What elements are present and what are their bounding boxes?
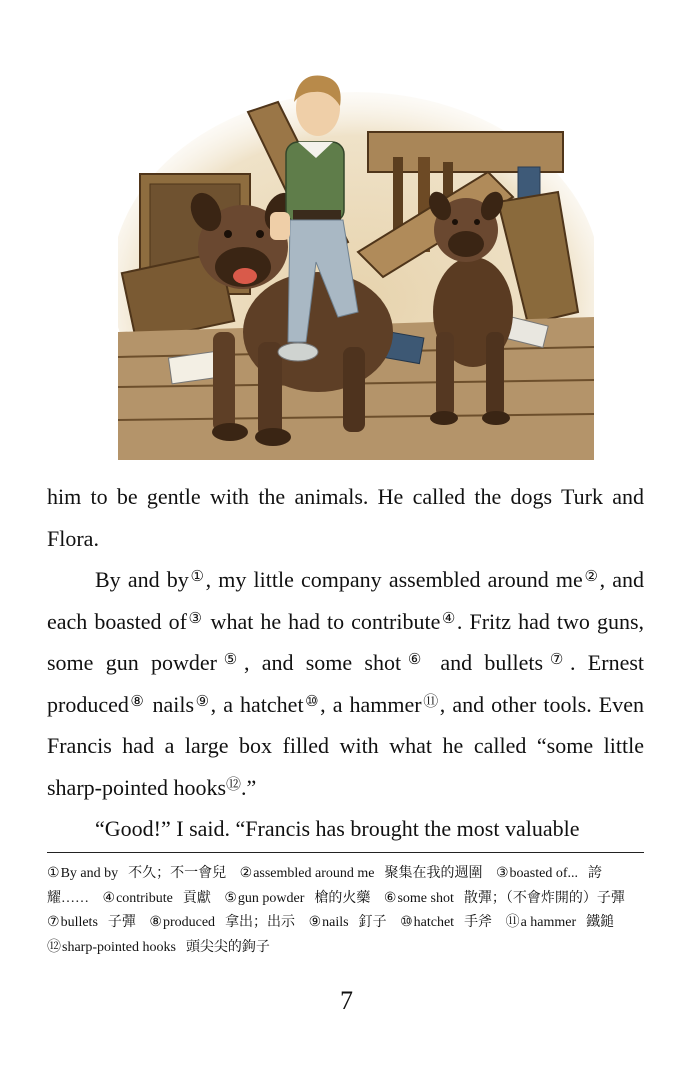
footnote-term: bullets [60, 915, 98, 930]
footnote-meaning: 頭尖尖的鉤子 [185, 939, 270, 955]
gloss-reference-mark: ⑥ [401, 652, 429, 668]
footnote-number: ③ [495, 866, 509, 881]
footnote-meaning: 散彈；（不會炸開的）子彈 [463, 890, 625, 906]
text-run: and bullets [428, 650, 544, 675]
text-run: , and some shot [243, 650, 402, 675]
footnote-term: some shot [397, 890, 454, 906]
text-run: , and each boasted of [47, 567, 645, 634]
footnote-item [103, 891, 211, 906]
text-run: .” [241, 774, 257, 800]
gloss-reference-mark: ⑫ [226, 776, 242, 793]
footnote-meaning: 聚集在我的週圍 [384, 866, 483, 881]
footnote-item [309, 915, 387, 930]
footnote-meaning: 貢獻 [182, 890, 211, 906]
gloss-reference-mark: ⑪ [421, 693, 440, 710]
gloss-reference-mark: ⑦ [543, 652, 571, 668]
footnote-meaning: 手斧 [464, 915, 493, 930]
text-run: . Fritz had two guns, some gun powder [47, 608, 645, 675]
footnote-meaning: 釘子 [358, 915, 387, 930]
gloss-reference-mark: ⑨ [194, 693, 211, 710]
footnote-meaning: 不久；不一會兒 [128, 866, 227, 881]
text-run: nails [145, 691, 195, 717]
footnote-item [224, 891, 370, 906]
footnote-number: ⑨ [308, 915, 322, 930]
gloss-reference-mark: ② [582, 569, 600, 585]
footnote-term: boasted of... [509, 866, 578, 881]
footnote-divider [47, 852, 644, 853]
footnote-item [384, 891, 625, 906]
footnote-term: sharp-pointed hooks [62, 939, 176, 955]
footnote-item [47, 866, 226, 881]
footnotes [47, 862, 647, 960]
footnote-number: ⑩ [400, 915, 413, 930]
footnote-meaning: 鐵鎚 [586, 915, 615, 930]
gloss-reference-mark: ③ [186, 610, 204, 627]
paragraph [47, 476, 644, 559]
footnote-number: ⑤ [224, 890, 237, 906]
footnote-term: a hammer [520, 915, 577, 930]
body-text [47, 476, 644, 850]
text-run: , a hammer [320, 691, 422, 717]
footnote-term: produced [162, 915, 216, 930]
text-run: , a hatchet [210, 691, 304, 717]
footnote-meaning: 誇耀…… [47, 866, 602, 906]
text-run: . Ernest produced [47, 650, 645, 717]
paragraph [47, 559, 644, 808]
gloss-reference-mark: ④ [440, 610, 457, 627]
footnote-number: ⑦ [47, 915, 60, 930]
footnote-meaning: 拿出；出示 [225, 915, 296, 930]
page-number: 7 [340, 986, 353, 1015]
text-run: By and by [95, 567, 189, 592]
footnote-term: nails [322, 915, 349, 930]
text-run: what he had to contribute [203, 608, 441, 634]
footnote-meaning: 槍的火藥 [314, 890, 371, 906]
paragraph [47, 808, 644, 850]
footnote-item [506, 915, 615, 930]
footnote-item [400, 915, 492, 930]
footnote-number: ② [239, 866, 253, 881]
gloss-reference-mark: ① [188, 569, 206, 585]
footnote-item [47, 915, 136, 930]
footnote-term: gun powder [237, 890, 305, 906]
footnote-term: contribute [116, 890, 173, 906]
footnote-number: ⑫ [47, 939, 61, 955]
footnote-number: ① [47, 866, 60, 881]
footnote-number: ⑧ [149, 915, 162, 930]
text-run: “Good!” I said. “Francis has brought the most valuable [95, 816, 580, 841]
gloss-reference-mark: ⑧ [128, 693, 146, 710]
footnote-term: assembled around me [253, 866, 375, 881]
text-run: , and other tools. Even Francis had a large box filled with what he called “some little sharp-pointed hooks [47, 691, 644, 800]
footnote-number: ⑪ [505, 915, 520, 930]
illustration-boy-riding-dog [118, 62, 594, 460]
text-run: him to be gentle with the animals. He called the dogs Turk and Flora. [47, 484, 644, 551]
footnote-term: By and by [60, 866, 119, 881]
gloss-reference-mark: ⑤ [216, 652, 244, 668]
footnote-number: ④ [102, 890, 116, 906]
footnote-meaning: 子彈 [107, 915, 136, 930]
footnote-item [240, 866, 483, 881]
footnote-term: hatchet [413, 915, 455, 930]
footnote-item [47, 940, 270, 955]
text-run: , my little company assembled around me [205, 567, 583, 592]
gloss-reference-mark: ⑩ [303, 693, 321, 710]
footnote-item [149, 915, 295, 930]
footnote-number: ⑥ [383, 890, 397, 906]
